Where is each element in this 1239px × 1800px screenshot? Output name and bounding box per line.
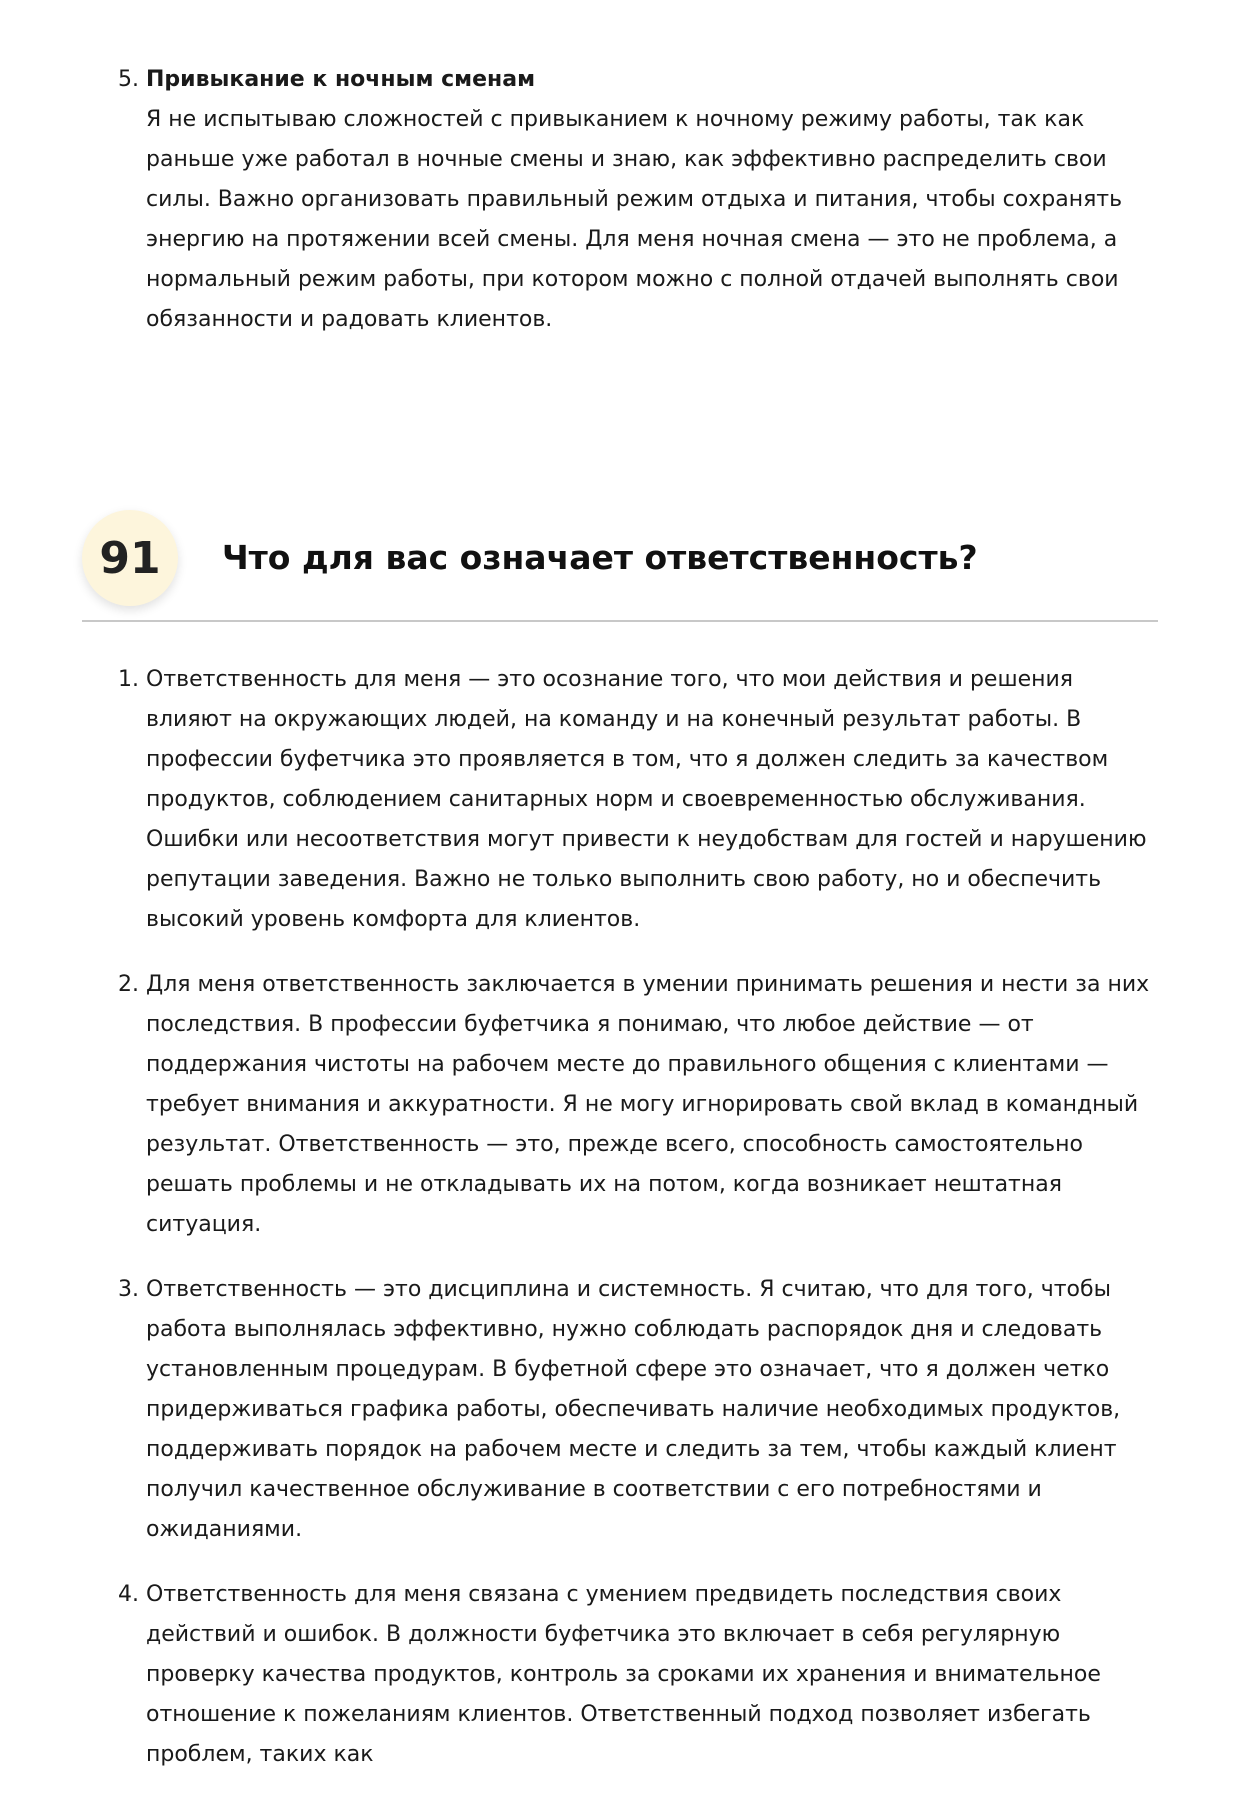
item-text: Ответственность — это дисциплина и системность. Я считаю, что для того, чтобы работа выполнялась эффективно, нужно соблюдать распорядок дня и следовать установленным процедурам. В буфетной сфере это означает, что я должен четко придерживаться графика работы, обеспечивать наличие необходимых продуктов, поддерживать порядок на рабочем месте и следить за тем, чтобы каждый клиент получил качественное обслуживание в соответствии с его потребностями и ожиданиями. xyxy=(146,1277,1121,1542)
previous-answer-item xyxy=(118,60,1158,340)
item-number: 5. xyxy=(118,67,139,92)
item-number: 2. xyxy=(118,972,139,997)
item-title: Привыкание к ночным сменам xyxy=(146,67,536,92)
item-text: Ответственность для меня связана с умением предвидеть последствия своих действий и ошибок. В должности буфетчика это включает в себя регулярную проверку качества продуктов, контроль за сроками их хранения и внимательное отношение к пожеланиям клиентов. Ответственный подход позволяет избегать проблем, таких как xyxy=(146,1582,1101,1767)
question-header xyxy=(82,510,1158,622)
item-number: 1. xyxy=(118,667,139,692)
item-number: 3. xyxy=(118,1277,139,1302)
list-item xyxy=(118,60,1158,340)
item-text: Для меня ответственность заключается в умении принимать решения и нести за них последствия. В профессии буфетчика я понимаю, что любое действие — от поддержания чистоты на рабочем месте до правильного общения с клиентами — требует внимания и аккуратности. Я не могу игнорировать свой вклад в командный результат. Ответственность — это, прежде всего, способность самостоятельно решать проблемы и не откладывать их на потом, когда возникает нештатная ситуация. xyxy=(146,972,1150,1237)
item-text: Я не испытываю сложностей с привыканием к ночному режиму работы, так как раньше уже работал в ночные смены и знаю, как эффективно распределить свои силы. Важно организовать правильный режим отдыха и питания, чтобы сохранять энергию на протяжении всей смены. Для меня ночная смена — это не проблема, а нормальный режим работы, при котором можно с полной отдачей выполнять свои обязанности и радовать клиентов. xyxy=(146,107,1123,332)
question-title: Что для вас означает ответственность? xyxy=(222,538,978,577)
item-number: 4. xyxy=(118,1582,139,1607)
list-item xyxy=(118,1270,1158,1550)
list-item xyxy=(118,965,1158,1245)
question-number-badge: 91 xyxy=(82,510,178,606)
item-text: Ответственность для меня — это осознание того, что мои действия и решения влияют на окружающих людей, на команду и на конечный результат работы. В профессии буфетчика это проявляется в том, что я должен следить за качеством продуктов, соблюдением санитарных норм и своевременностью обслуживания. Ошибки или несоответствия могут привести к неудобствам для гостей и нарушению репутации заведения. Важно не только выполнить свою работу, но и обеспечить высокий уровень комфорта для клиентов. xyxy=(146,667,1147,932)
answers-list xyxy=(118,660,1158,1800)
list-item xyxy=(118,1575,1158,1775)
list-item xyxy=(118,660,1158,940)
